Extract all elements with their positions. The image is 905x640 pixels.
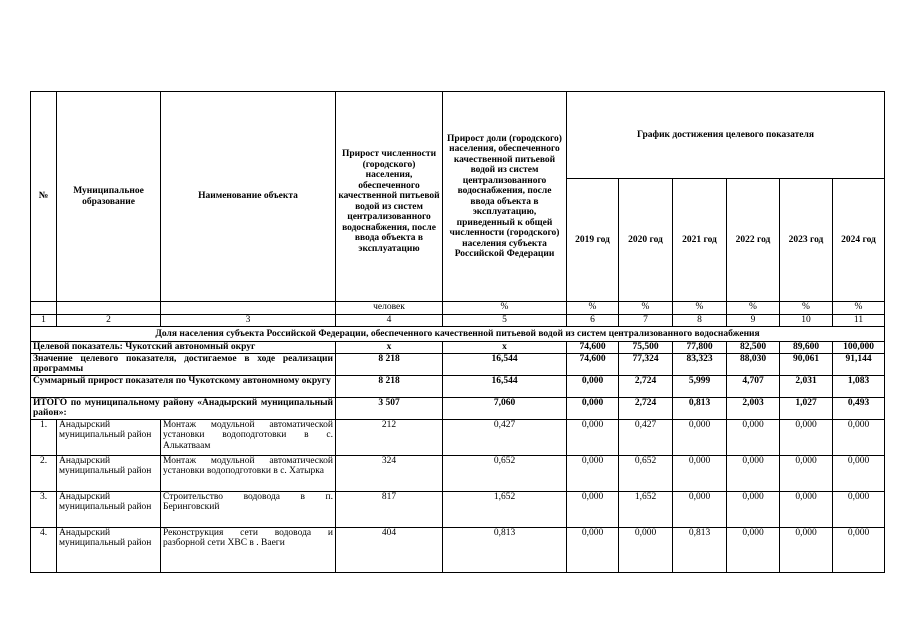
column-number: 8 [673, 315, 727, 327]
header-year: 2020 год [619, 179, 673, 302]
row-population: 404 [336, 527, 443, 572]
row-population: 324 [336, 455, 443, 491]
row-number: 3. [31, 491, 57, 527]
summary-year-value: 90,061 [780, 353, 833, 375]
row-year-value: 0,000 [727, 527, 780, 572]
summary-row-target [31, 342, 885, 354]
row-object-name: Реконструкция сети водовода и разборной сети ХВС в . Ваеги [161, 527, 336, 572]
header-year: 2022 год [727, 179, 780, 302]
table-row [31, 527, 885, 572]
column-number: 6 [567, 315, 619, 327]
header-year: 2024 год [833, 179, 885, 302]
section-title: Доля населения субъекта Российской Федерации, обеспеченного качественной питьевой водой из систем централизованного водоснабжения [31, 327, 885, 342]
header-number: № [31, 92, 57, 302]
units-row [31, 302, 885, 315]
summary-year-value: 77,800 [673, 342, 727, 354]
row-year-value: 0,652 [619, 455, 673, 491]
header-year: 2021 год [673, 179, 727, 302]
summary-share: 16,544 [443, 353, 567, 375]
summary-year-value: 1,027 [780, 397, 833, 419]
column-number: 3 [161, 315, 336, 327]
summary-row-achieved [31, 353, 885, 375]
row-object-name: Монтаж модульной автоматической установки водоподготовки в с. Алькатваам [161, 419, 336, 455]
column-number: 5 [443, 315, 567, 327]
row-year-value: 0,000 [833, 455, 885, 491]
summary-row-total-growth [31, 375, 885, 397]
summary-year-value: 82,500 [727, 342, 780, 354]
row-year-value: 0,000 [780, 419, 833, 455]
summary-share: x [443, 342, 567, 354]
target-indicator-table [30, 91, 885, 573]
header-year: 2023 год [780, 179, 833, 302]
unit-cell: % [567, 302, 619, 315]
unit-cell: % [833, 302, 885, 315]
unit-cell: % [443, 302, 567, 315]
row-share: 0,813 [443, 527, 567, 572]
summary-label: Целевой показатель: Чукотский автономный округ [31, 342, 336, 354]
row-municipality: Анадырский муниципальный район [57, 455, 161, 491]
row-share: 1,652 [443, 491, 567, 527]
summary-population: 8 218 [336, 353, 443, 375]
row-population: 817 [336, 491, 443, 527]
column-number: 1 [31, 315, 57, 327]
column-number: 2 [57, 315, 161, 327]
row-year-value: 1,652 [619, 491, 673, 527]
summary-year-value: 100,000 [833, 342, 885, 354]
summary-year-value: 0,000 [567, 375, 619, 397]
summary-year-value: 0,813 [673, 397, 727, 419]
unit-cell [161, 302, 336, 315]
row-year-value: 0,000 [833, 419, 885, 455]
row-municipality: Анадырский муниципальный район [57, 491, 161, 527]
row-year-value: 0,000 [673, 491, 727, 527]
summary-year-value: 74,600 [567, 353, 619, 375]
row-year-value: 0,000 [780, 491, 833, 527]
row-year-value: 0,000 [567, 455, 619, 491]
row-year-value: 0,000 [673, 455, 727, 491]
summary-year-value: 4,707 [727, 375, 780, 397]
summary-label: Суммарный прирост показателя по Чукотскому автономному округу [31, 375, 336, 397]
header-municipality: Муниципальное образование [57, 92, 161, 302]
row-municipality: Анадырский муниципальный район [57, 419, 161, 455]
summary-label: ИТОГО по муниципальному району «Анадырский муниципальный район»: [31, 397, 336, 419]
row-year-value: 0,000 [833, 527, 885, 572]
header-share-growth: Прирост доли (городского) населения, обеспеченного качественной питьевой водой из систем централизованного водоснабжения, после ввода объекта в эксплуатацию, приведенный к общей численности (городского) населения субъекта Российской Федерации [443, 92, 567, 302]
row-year-value: 0,000 [780, 455, 833, 491]
row-municipality: Анадырский муниципальный район [57, 527, 161, 572]
summary-year-value: 5,999 [673, 375, 727, 397]
summary-year-value: 77,324 [619, 353, 673, 375]
unit-cell [31, 302, 57, 315]
table-row [31, 455, 885, 491]
summary-year-value: 2,724 [619, 397, 673, 419]
row-year-value: 0,000 [727, 419, 780, 455]
summary-share: 7,060 [443, 397, 567, 419]
column-number: 9 [727, 315, 780, 327]
summary-share: 16,544 [443, 375, 567, 397]
summary-year-value: 1,083 [833, 375, 885, 397]
summary-year-value: 2,724 [619, 375, 673, 397]
section-row [31, 327, 885, 342]
row-year-value: 0,000 [727, 491, 780, 527]
row-object-name: Монтаж модульной автоматической установки водоподготовки в с. Хатырка [161, 455, 336, 491]
summary-year-value: 2,003 [727, 397, 780, 419]
unit-cell: % [727, 302, 780, 315]
column-number: 7 [619, 315, 673, 327]
row-population: 212 [336, 419, 443, 455]
row-year-value: 0,000 [619, 527, 673, 572]
row-year-value: 0,000 [727, 455, 780, 491]
unit-cell: % [780, 302, 833, 315]
summary-year-value: 88,030 [727, 353, 780, 375]
row-share: 0,652 [443, 455, 567, 491]
row-year-value: 0,000 [780, 527, 833, 572]
unit-cell: % [619, 302, 673, 315]
row-year-value: 0,000 [673, 419, 727, 455]
summary-year-value: 91,144 [833, 353, 885, 375]
row-number: 2. [31, 455, 57, 491]
row-year-value: 0,000 [567, 527, 619, 572]
summary-year-value: 2,031 [780, 375, 833, 397]
summary-year-value: 74,600 [567, 342, 619, 354]
column-number: 10 [780, 315, 833, 327]
column-number: 4 [336, 315, 443, 327]
row-year-value: 0,813 [673, 527, 727, 572]
row-object-name: Строительство водовода в п. Беринговский [161, 491, 336, 527]
summary-year-value: 83,323 [673, 353, 727, 375]
summary-year-value: 0,493 [833, 397, 885, 419]
row-year-value: 0,000 [567, 491, 619, 527]
table-row [31, 419, 885, 455]
summary-year-value: 75,500 [619, 342, 673, 354]
summary-population: x [336, 342, 443, 354]
row-year-value: 0,000 [833, 491, 885, 527]
summary-population: 3 507 [336, 397, 443, 419]
unit-cell: % [673, 302, 727, 315]
header-population-growth: Прирост численности (городского) населения, обеспеченного качественной питьевой водой из систем централизованного водоснабжения, после ввода объекта в эксплуатацию [336, 92, 443, 302]
row-number: 1. [31, 419, 57, 455]
summary-year-value: 0,000 [567, 397, 619, 419]
summary-row-district-total [31, 397, 885, 419]
unit-cell: человек [336, 302, 443, 315]
summary-label: Значение целевого показателя, достигаемое в ходе реализации программы [31, 353, 336, 375]
row-year-value: 0,000 [567, 419, 619, 455]
summary-population: 8 218 [336, 375, 443, 397]
summary-year-value: 89,600 [780, 342, 833, 354]
header-year: 2019 год [567, 179, 619, 302]
row-number: 4. [31, 527, 57, 572]
row-share: 0,427 [443, 419, 567, 455]
column-number: 11 [833, 315, 885, 327]
header-schedule: График достижения целевого показателя [567, 92, 885, 179]
row-year-value: 0,427 [619, 419, 673, 455]
header-object-name: Наименование объекта [161, 92, 336, 302]
table-row [31, 491, 885, 527]
unit-cell [57, 302, 161, 315]
column-numbers-row [31, 315, 885, 327]
